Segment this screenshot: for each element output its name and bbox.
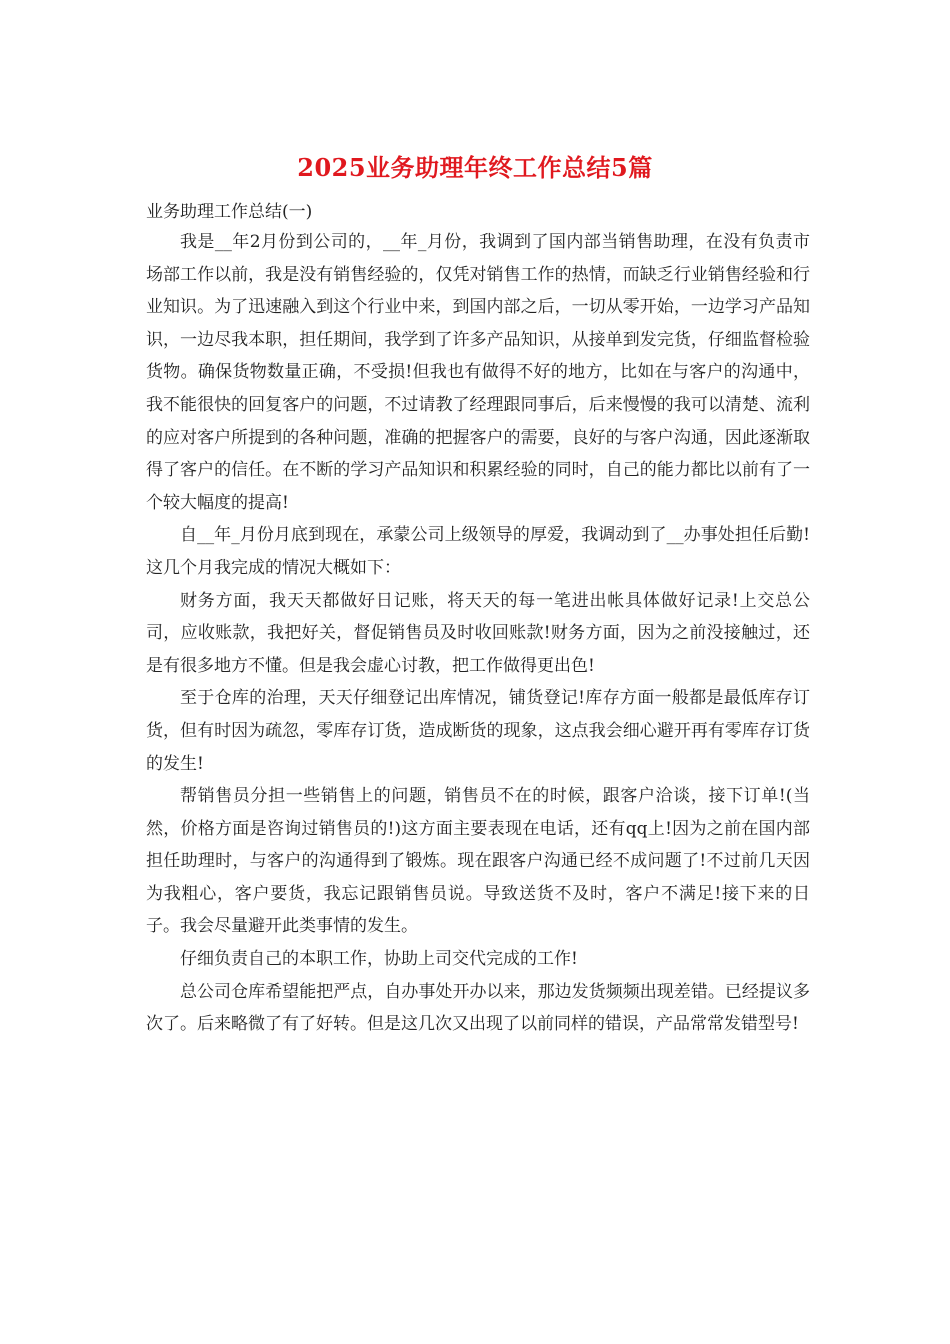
paragraph: 我是__年2月份到公司的，__年_月份，我调到了国内部当销售助理，在没有负责市场部工作以前，我是没有销售经验的，仅凭对销售工作的热情，而缺乏行业销售经验和行业知识。为了迅速融入到这个行业中来，到国内部之后，一切从零开始，一边学习产品知识，一边尽我本职，担任期间，我学到了许多产品知识，从接单到发完货，仔细监督检验货物。确保货物数量正确，不受损!但我也有做得不好的地方，比如在与客户的沟通中，我不能很快的回复客户的问题，不过请教了经理跟同事后，后来慢慢的我可以清楚、流利的应对客户所提到的各种问题，准确的把握客户的需要，良好的与客户沟通，因此逐渐取得了客户的信任。在不断的学习产品知识和积累经验的同时，自己的能力都比以前有了一个较大幅度的提高!: [146, 232, 810, 513]
paragraph: 财务方面，我天天都做好日记账，将天天的每一笔进出帐具体做好记录!上交总公司，应收账款，我把好关，督促销售员及时收回账款!财务方面，因为之前没接触过，还是有很多地方不懂。但是我会虚心讨教，把工作做得更出色!: [146, 590, 810, 676]
paragraph: 帮销售员分担一些销售上的问题，销售员不在的时候，跟客户洽谈，接下订单!(当然，价格方面是咨询过销售员的!)这方面主要表现在电话，还有qq上!因为之前在国内部担任助理时，与客户的沟通得到了锻炼。现在跟客户沟通已经不成问题了!不过前几天因为我粗心，客户要货，我忘记跟销售员说。导致送货不及时，客户不满足!接下来的日子。我会尽量避开此类事情的发生。: [146, 786, 810, 937]
document-body: [146, 226, 810, 1041]
paragraph: 总公司仓库希望能把严点，自办事处开办以来，那边发货频频出现差错。已经提议多次了。后来略微了有了好转。但是这几次又出现了以前同样的错误，产品常常发错型号!: [146, 981, 810, 1035]
paragraph: 自__年_月份月底到现在，承蒙公司上级领导的厚爱，我调动到了__办事处担任后勤!这几个月我完成的情况大概如下：: [146, 525, 810, 578]
document-title: 2025业务助理年终工作总结5篇: [297, 153, 653, 182]
section-heading: 业务助理工作总结(一): [146, 202, 313, 222]
paragraph: 仔细负责自己的本职工作，协助上司交代完成的工作!: [180, 949, 578, 970]
paragraph: 至于仓库的治理，天天仔细登记出库情况，铺货登记!库存方面一般都是最低库存订货，但有时因为疏忽，零库存订货，造成断货的现象，这点我会细心避开再有零库存订货的发生!: [146, 688, 810, 774]
